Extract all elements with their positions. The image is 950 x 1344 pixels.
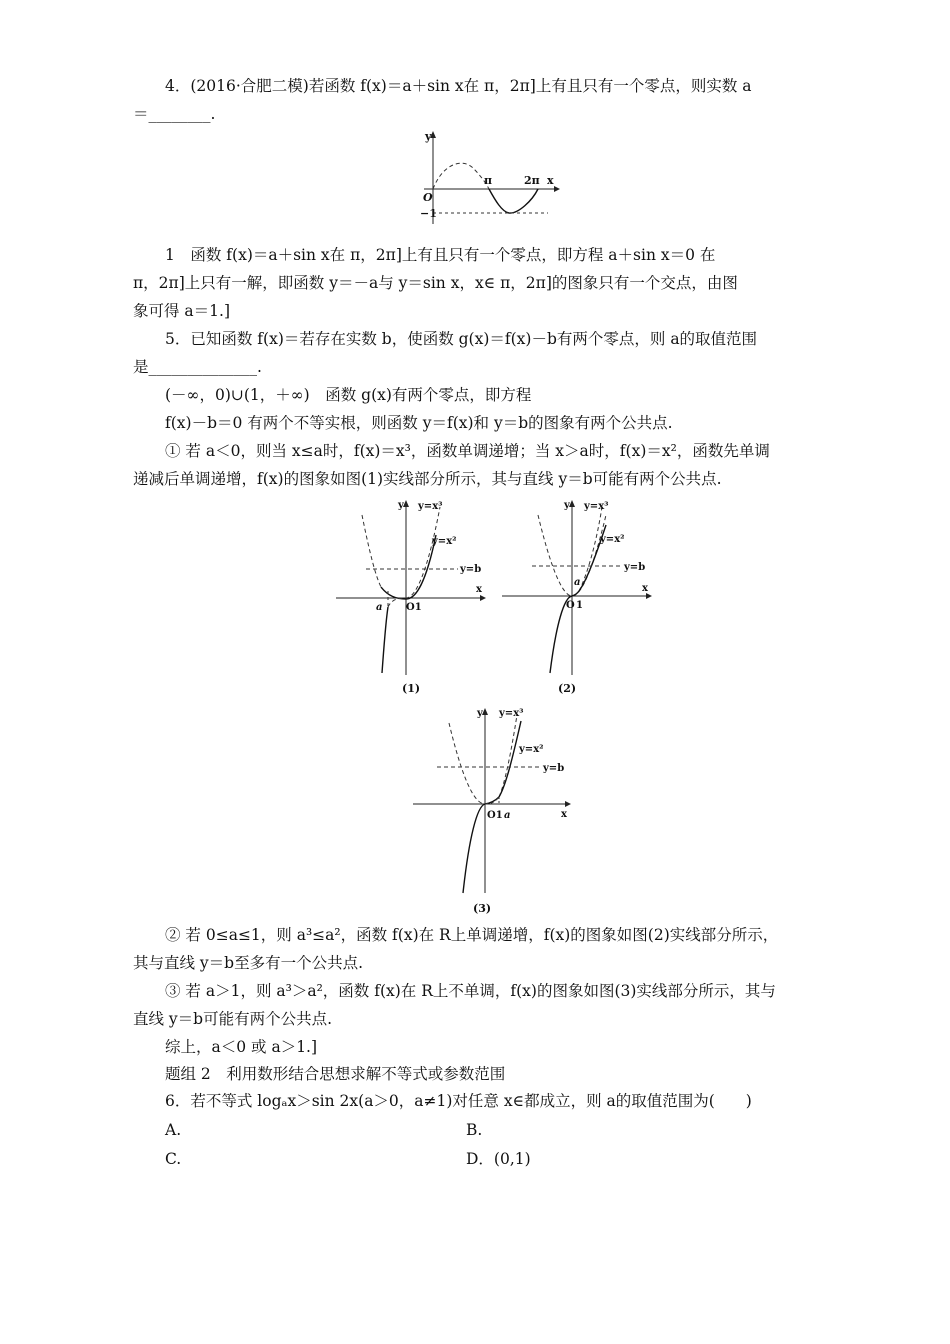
q6-option-a: A. — [165, 1121, 182, 1139]
fig3-o1-label: O1 — [487, 810, 503, 821]
fig3-y-x2-label: y=x² — [519, 744, 544, 755]
fig3-y-label: y — [477, 708, 483, 719]
fig2-y-b-label: y=b — [624, 562, 646, 573]
fig1-a-label: a — [376, 602, 383, 613]
q5-case2-line1: ② 若 0≤a≤1，则 a³≤a²，函数 f(x)在 R上单调递增，f(x)的图象如图(2)实线部分所示， — [165, 926, 779, 944]
q5-case2-line2: 其与直线 y＝b至多有一个公共点. — [133, 954, 364, 972]
fig2-y-label: y — [564, 500, 570, 511]
fig1-y-x3-label: y=x³ — [418, 501, 443, 512]
figure-1 — [336, 495, 486, 700]
sin-y-label: y — [425, 130, 432, 143]
q6-option-d: D．(0,1) — [466, 1150, 531, 1168]
q6-option-b: B. — [466, 1121, 483, 1139]
q6-option-c: C. — [165, 1150, 182, 1168]
figure-3 — [413, 703, 573, 915]
group2-heading: 题组 2 利用数形结合思想求解不等式或参数范围 — [165, 1065, 506, 1083]
fig3-y-b-label: y=b — [543, 763, 565, 774]
q4-line1: 4．(2016·合肥二模)若函数 f(x)＝a＋sin x在 π，2π]上有且只有一个零点，则实数 a — [165, 77, 752, 95]
fig2-a-label: a — [574, 577, 581, 588]
q5-answer-line1: (－∞，0)∪(1，＋∞) 函数 g(x)有两个零点，即方程 — [165, 386, 532, 404]
fig1-y-x2-label: y=x² — [432, 536, 457, 547]
q5-line1: 5．已知函数 f(x)＝若存在实数 b，使函数 g(x)＝f(x)－b有两个零点，则 a的取值范围 — [165, 330, 758, 348]
q5-case1-line1: ① 若 a＜0，则当 x≤a时，f(x)＝x³，函数单调递增；当 x＞a时，f(x)＝x²，函数先单调 — [165, 442, 770, 460]
q5-case3-line2: 直线 y＝b可能有两个公共点. — [133, 1010, 333, 1028]
sin-pi-label: π — [484, 174, 493, 187]
q5-summary: 综上，a＜0 或 a＞1.] — [165, 1038, 318, 1056]
fig3-a-label: a — [504, 810, 511, 821]
fig1-x-label: x — [476, 584, 482, 595]
sin-neg1-label: −1 — [420, 207, 437, 220]
fig2-o-label: O — [566, 600, 575, 611]
q5-case3-line1: ③ 若 a＞1，则 a³＞a²，函数 f(x)在 R上不单调，f(x)的图象如图(3)实线部分所示，其与 — [165, 982, 776, 1000]
fig3-caption: (3) — [473, 902, 492, 915]
sin-x-label: x — [547, 174, 554, 187]
fig2-one-label: 1 — [576, 600, 583, 611]
fig1-y-label: y — [398, 500, 404, 511]
q4-answer-line1: 1 函数 f(x)＝a＋sin x在 π，2π]上有且只有一个零点，即方程 a＋sin x＝0 在 — [165, 246, 716, 264]
q5-line2: 是______________. — [133, 358, 262, 376]
fig2-x-label: x — [642, 583, 648, 594]
q6-line1: 6．若不等式 logₐx＞sin 2x(a＞0，a≠1)对任意 x∈都成立，则 a的取值范围为( ) — [165, 1092, 752, 1110]
fig1-o1-label: O1 — [406, 602, 422, 613]
fig2-caption: (2) — [558, 682, 577, 695]
fig3-x-label: x — [561, 809, 567, 820]
sin-graph-figure — [420, 128, 560, 228]
q4-answer-line2: π，2π]上只有一解，即函数 y＝－a与 y＝sin x，x∈ π，2π]的图象只有一个交点，由图 — [133, 274, 738, 292]
sin-origin-label: O — [423, 191, 433, 204]
fig3-y-x3-label: y=x³ — [499, 708, 524, 719]
q4-answer-line3: 象可得 a＝1.] — [133, 302, 231, 320]
fig1-caption: (1) — [402, 682, 421, 695]
fig2-y-x2-label: y=x² — [600, 534, 625, 545]
sin-2pi-label: 2π — [524, 174, 540, 187]
q5-case1-line2: 递减后单调递增，f(x)的图象如图(1)实线部分所示，其与直线 y＝b可能有两个公共点. — [133, 470, 722, 488]
q5-answer-line2: f(x)－b＝0 有两个不等实根，则函数 y＝f(x)和 y＝b的图象有两个公共点. — [165, 414, 673, 432]
fig1-y-b-label: y=b — [460, 564, 482, 575]
q4-line2: ＝________. — [133, 105, 216, 123]
fig2-y-x3-label: y=x³ — [584, 501, 609, 512]
figure-2 — [502, 495, 652, 700]
